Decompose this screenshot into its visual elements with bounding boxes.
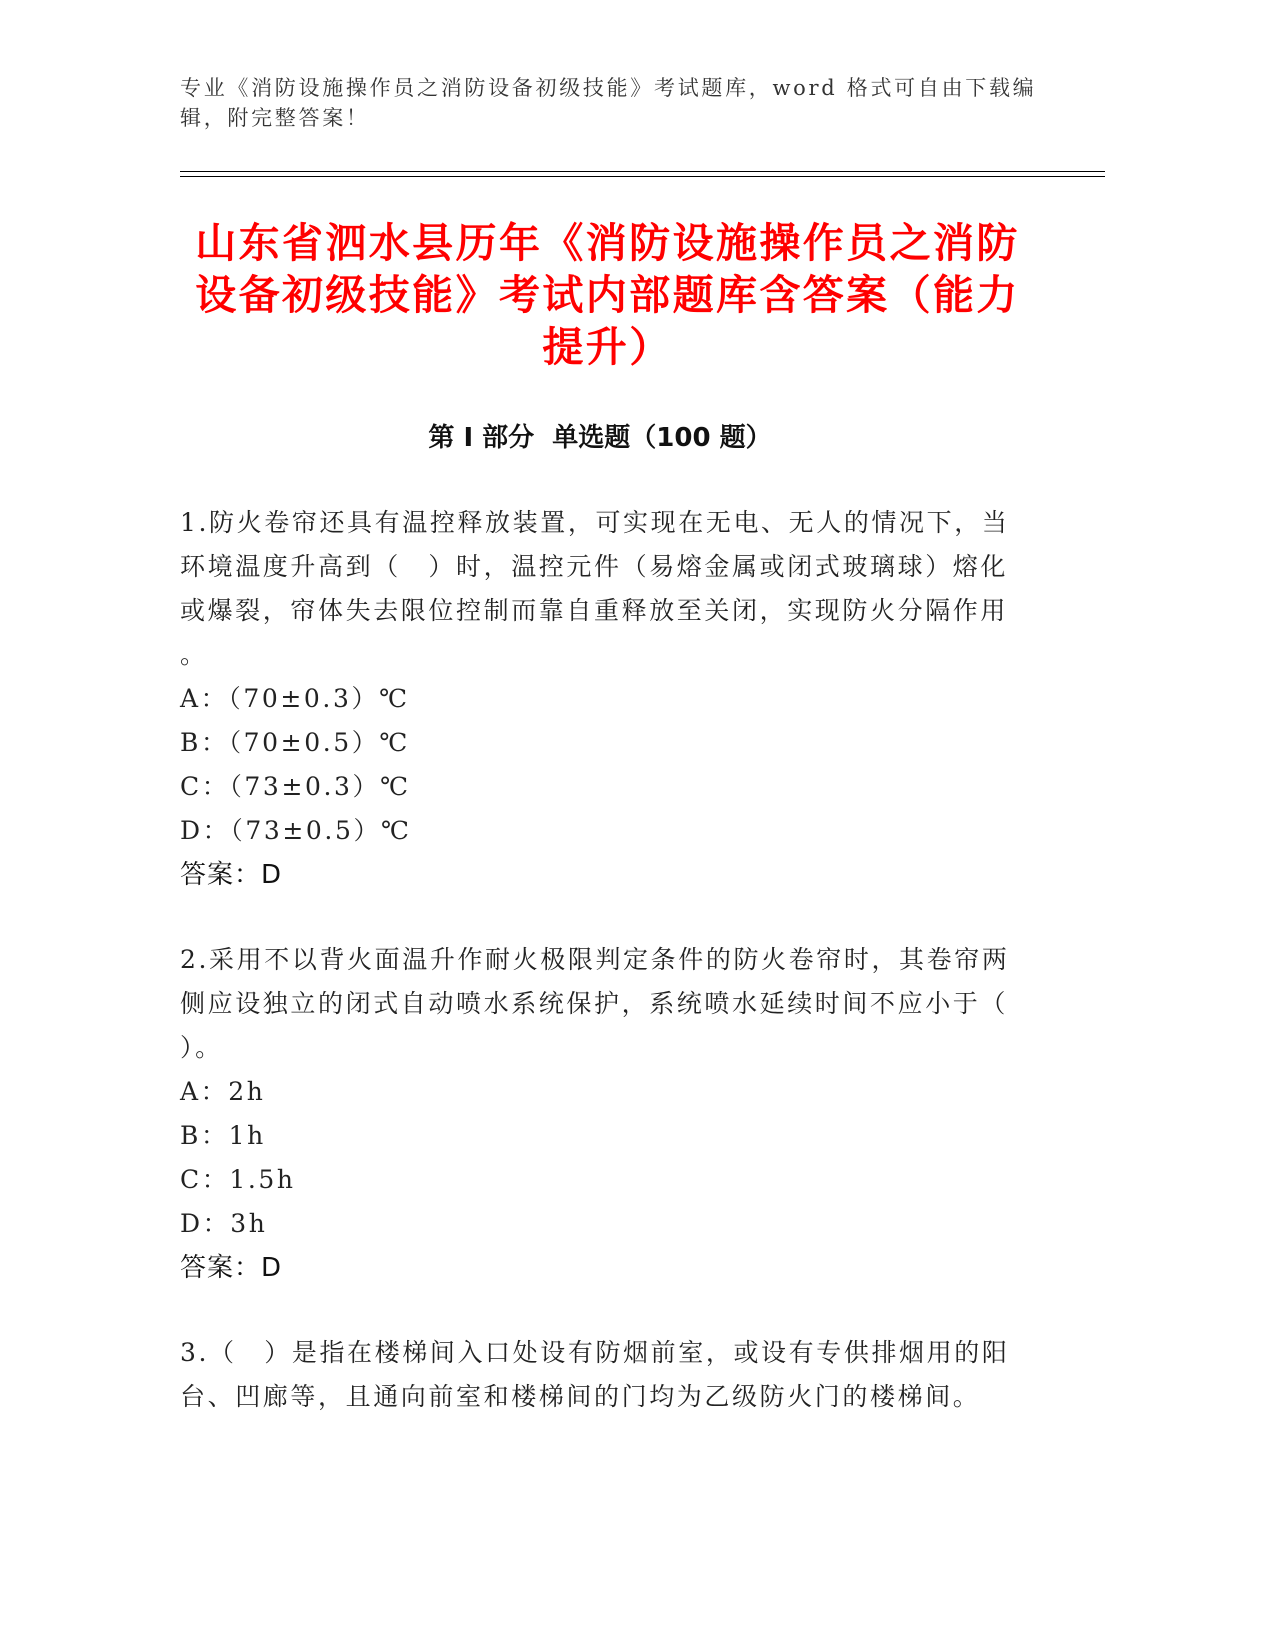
- answer-line: 答案：D: [180, 860, 283, 890]
- header-note: 专业《消防设施操作员之消防设备初级技能》考试题库，word 格式可自由下载编辑，附完整答案！: [180, 76, 1037, 130]
- option-c: C：1.5h: [180, 1165, 296, 1194]
- document-title: 山东省泗水县历年《消防设施操作员之消防设备初级技能》考试内部题库含答案（能力提升）: [195, 219, 1020, 371]
- option-c: C：（73±0.3）℃: [180, 772, 411, 801]
- option-a: A：2h: [180, 1077, 266, 1106]
- option-b: B：（70±0.5）℃: [180, 728, 410, 757]
- option-d: D：（73±0.5）℃: [180, 816, 412, 845]
- section-heading: 第 I 部分 单选题（100 题）: [428, 423, 772, 453]
- question-stem: 2.采用不以背火面温升作耐火极限判定条件的防火卷帘时，其卷帘两侧应设独立的闭式自动喷水系统保护，系统喷水延续时间不应小于（ ）。: [180, 945, 1036, 1062]
- option-d: D：3h: [180, 1209, 268, 1238]
- question-3: [180, 1331, 1016, 1419]
- option-b: B：1h: [180, 1121, 266, 1150]
- question-stem: 1.防火卷帘还具有温控释放装置，可实现在无电、无人的情况下，当环境温度升高到（ ）时，温控元件（易熔金属或闭式玻璃球）熔化或爆裂，帘体失去限位控制而靠自重释放至关闭，实现防火分隔作用。: [180, 508, 1010, 669]
- question-2: [180, 938, 1036, 1290]
- option-a: A：（70±0.3）℃: [180, 684, 410, 713]
- question-1: [180, 501, 1016, 897]
- answer-line: 答案：D: [180, 1253, 283, 1283]
- header-divider: [180, 171, 1105, 177]
- question-stem: 3.（ ）是指在楼梯间入口处设有防烟前室，或设有专供排烟用的阳台、凹廊等，且通向前室和楼梯间的门均为乙级防火门的楼梯间。: [180, 1338, 1010, 1411]
